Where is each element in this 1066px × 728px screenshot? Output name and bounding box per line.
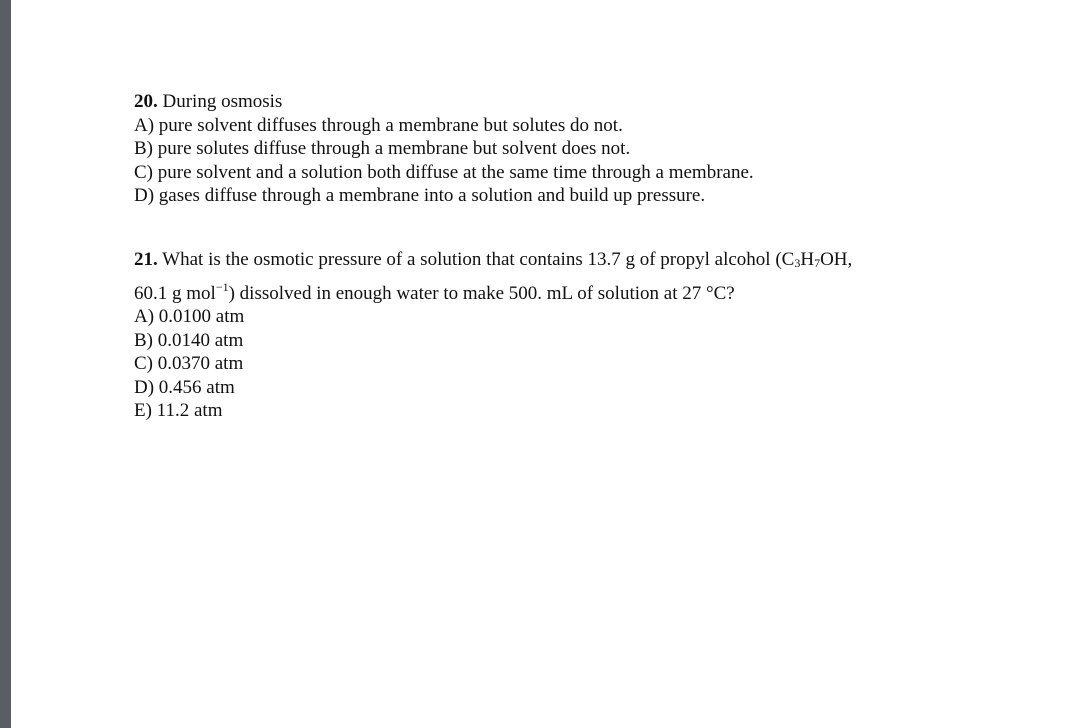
question-20-number: 20. <box>134 91 158 112</box>
question-21-option-c: C) 0.0370 atm <box>134 353 244 374</box>
question-20-option-b: B) pure solutes diffuse through a membrane but solvent does not. <box>134 138 631 159</box>
question-21-option-d: D) 0.456 atm <box>134 376 235 398</box>
question-20 <box>134 90 954 208</box>
question-21-stem-line-2 <box>134 276 954 306</box>
question-20-stem-line <box>134 90 954 114</box>
subscript-7: 7 <box>814 256 821 270</box>
question-21-number: 21. <box>134 249 158 270</box>
window-left-edge <box>0 0 11 728</box>
document-page[interactable] <box>11 0 1066 728</box>
question-21-stem-part-2: H <box>800 249 815 270</box>
question-21-stem-line-1 <box>134 248 954 276</box>
question-21-stem-part-3: OH, <box>820 249 853 270</box>
subscript-3: 3 <box>794 256 801 270</box>
question-20-option-d: D) gases diffuse through a membrane into a solution and build up pressure. <box>134 185 706 206</box>
question-20-stem: During osmosis <box>162 91 283 112</box>
question-21-option-b: B) 0.0140 atm <box>134 329 244 351</box>
question-21-option-e: E) 11.2 atm <box>134 400 223 421</box>
question-21-line2-part-2: ) dissolved in enough water to make 500. mL of solution at 27 °C? <box>228 282 735 304</box>
question-20-option-c: C) pure solvent and a solution both diffuse at the same time through a membrane. <box>134 161 754 183</box>
question-21-stem-part-1: What is the osmotic pressure of a solution that contains 13.7 g of propyl alcohol (C <box>162 249 795 270</box>
question-21-line2-part-1: 60.1 g mol <box>134 282 216 304</box>
question-20-option-a: A) pure solvent diffuses through a membrane but solutes do not. <box>134 114 623 136</box>
question-21-option-a: A) 0.0100 atm <box>134 306 245 327</box>
question-21 <box>134 248 954 423</box>
superscript-minus-one: −1 <box>215 279 229 294</box>
